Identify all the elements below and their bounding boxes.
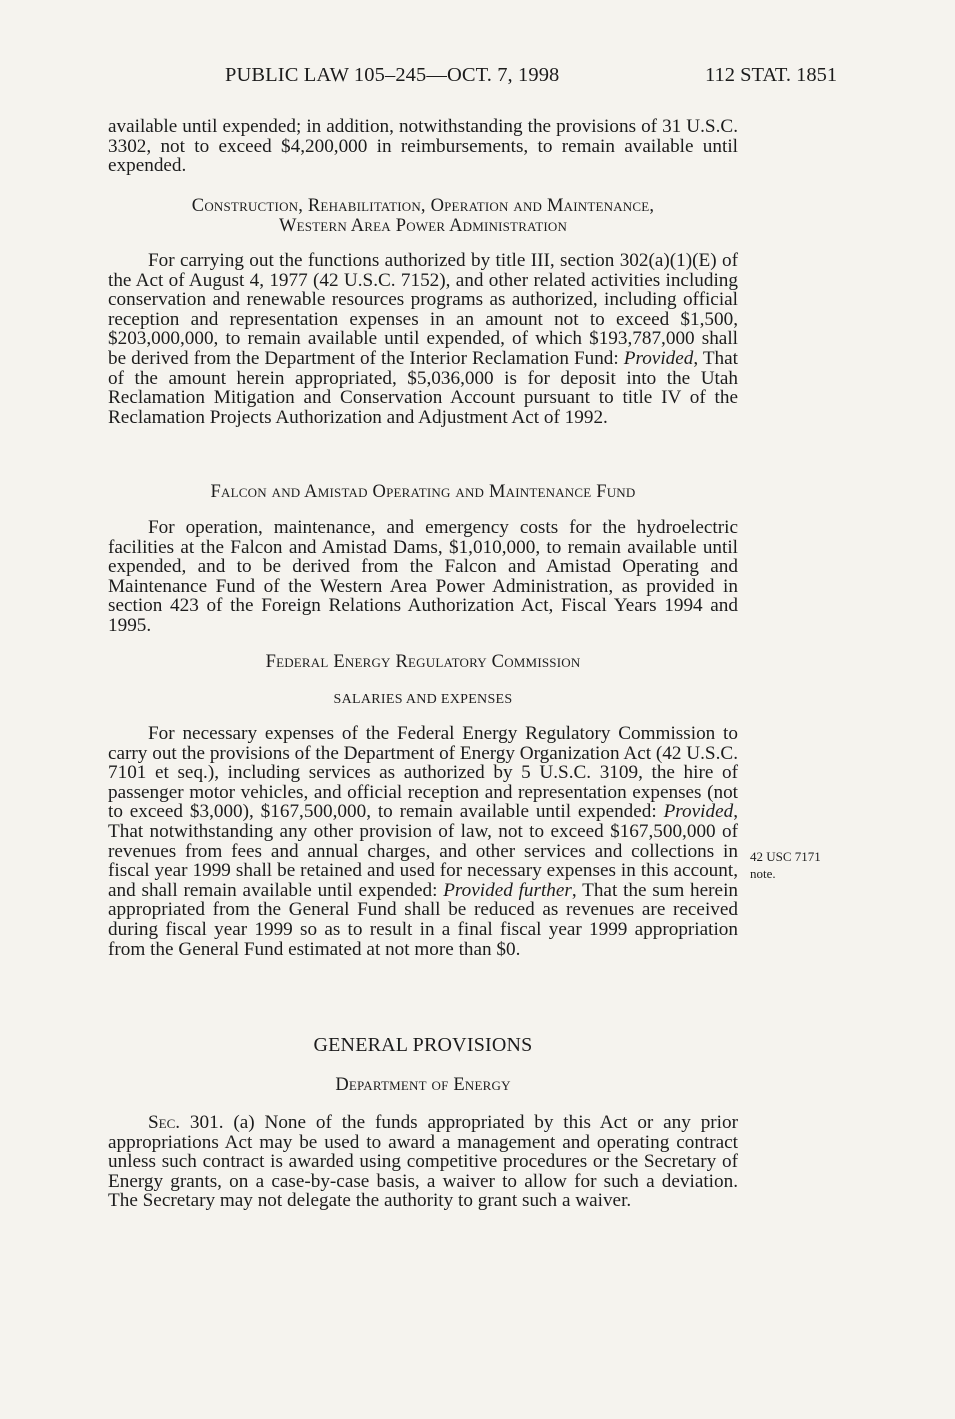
construction-heading-line2: Western Area Power Administration [278,216,568,236]
construction-paragraph [108,251,738,427]
ferc-subheading: SALARIES AND EXPENSES [333,692,513,707]
ferc-paragraph [108,724,738,959]
ferc-body-block [108,724,738,959]
margin-note-suffix: note. [750,866,776,881]
general-provisions-heading-block [108,1036,738,1056]
construction-text-1: For carrying out the functions authorized by title III, section 302(a)(1)(E) of the Act of August 4, 1977 (42 U.S.C. 7152), and other related activities including conservation and renewable resources programs as authorized, including official reception and representation expenses in an amount not to exceed $1,500, $203,000,000, to remain available until expended, of which $193,787,000 shall be derived from the Department of the Interior Reclamation Fund: [108,250,738,369]
falcon-body-block [108,518,738,636]
ferc-text-1: For necessary expenses of the Federal Energy Regulatory Commission to carry out the provisions of the Department of Energy Organization Act (42 U.S.C. 7101 et seq.), including services as authorized by 5 U.S.C. 3109, the hire of passenger motor vehicles, and official reception and representation expenses (not to exceed $3,000), $167,500,000, to remain available until expended: [108,723,738,823]
ferc-heading: Federal Energy Regulatory Commission [265,652,581,672]
doe-subheading-block [108,1075,738,1095]
section-label: Sec. [148,1112,181,1133]
intro-paragraph-block [108,117,738,176]
construction-body-block [108,251,738,427]
ferc-proviso-1: Provided [663,801,734,823]
ferc-proviso-2: Provided further [443,879,572,901]
section-301-block [108,1113,738,1211]
statute-page-number: 112 STAT. 1851 [705,64,838,86]
intro-paragraph: available until expended; in addition, notwithstanding the provisions of 31 U.S.C. 3302, not to exceed $4,200,000 in reimbursements, to remain available until expended. [108,116,738,177]
ferc-heading-block [108,652,738,672]
margin-note-citation: 42 USC 7171 [750,849,821,864]
construction-proviso: Provided [623,347,694,369]
general-provisions-heading: GENERAL PROVISIONS [313,1034,533,1056]
falcon-heading: Falcon and Amistad Operating and Maintenance Fund [210,482,636,502]
doe-subheading: Department of Energy [335,1075,511,1095]
ferc-subheading-block [108,690,738,710]
construction-text-2: , That of the amount herein appropriated, $5,036,000 is for deposit into the Utah Reclamation Mitigation and Conservation Account pursuant to title IV of the Reclamation Projects Authorization and Adjustment Act of 1992. [108,347,738,428]
construction-heading-line1: Construction, Rehabilitation, Operation and Maintenance, [191,196,655,216]
ferc-text-3: , That the sum herein appropriated from the General Fund shall be reduced as revenues are received during fiscal year 1999 so as to result in a final fiscal year 1999 appropriation from the General Fund estimated at not more than $0. [108,879,738,960]
section-301-paragraph [108,1113,738,1211]
section-301-text: 301. (a) None of the funds appropriated by this Act or any prior appropriations Act may be used to award a management and operating contract unless such contract is awarded using competitive procedures or the Secretary of Energy grants, on a case-by-case basis, a waiver to allow for such a deviation. The Secretary may not delegate the authority to grant such a waiver. [108,1112,738,1212]
margin-note [750,848,860,882]
running-header-title: PUBLIC LAW 105–245—OCT. 7, 1998 [225,64,560,86]
construction-section [108,196,738,236]
ferc-text-2: , That notwithstanding any other provision of law, not to exceed $167,500,000 of revenues from fees and annual charges, and other services and collections in fiscal year 1999 shall be retained and used for necessary expenses in this account, and shall remain available until expended: [108,801,738,901]
falcon-heading-block [108,482,738,502]
falcon-paragraph: For operation, maintenance, and emergency costs for the hydroelectric facilities at the Falcon and Amistad Dams, $1,010,000, to remain available until expended, and to be derived from the Falcon and Amistad Operating and Maintenance Fund of the Western Area Power Administration, as provided in section 423 of the Foreign Relations Authorization Act, Fiscal Years 1994 and 1995. [108,517,738,636]
